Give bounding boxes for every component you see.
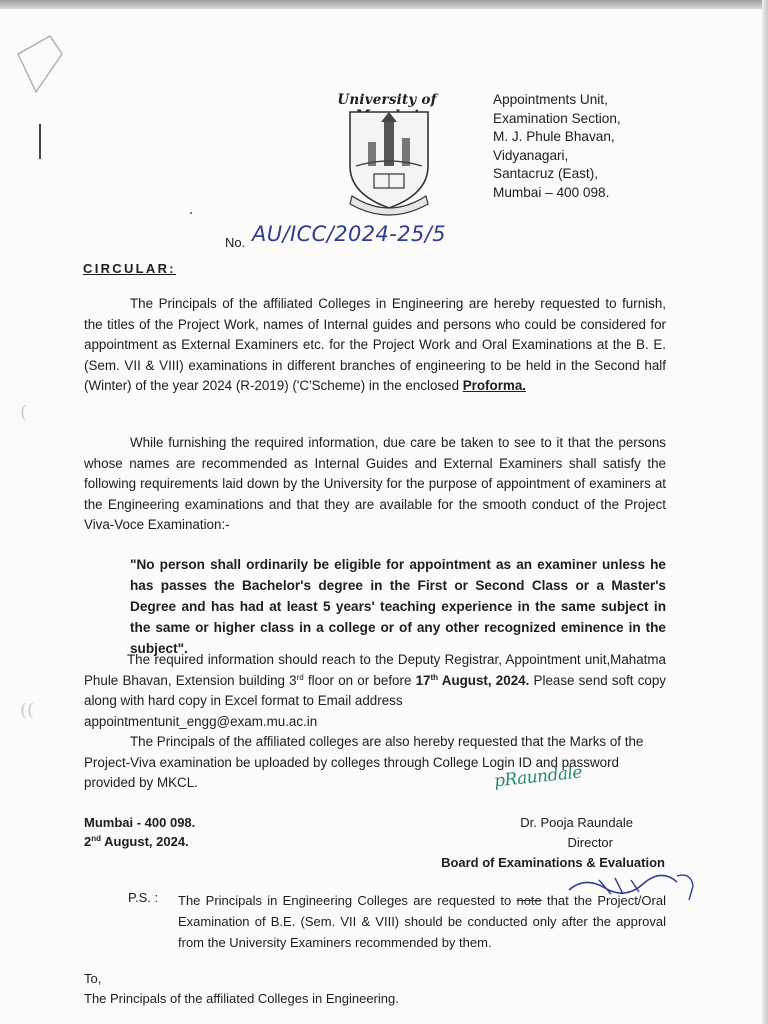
punch-hole-mark: (( (20, 700, 35, 721)
paragraph-1 (84, 294, 666, 397)
university-crest-icon (340, 108, 438, 216)
eligibility-quote: "No person shall ordinarily be eligible for appointment as an examiner unless he has passes the Bachelor's degree in the First or Second Class or a Master's Degree and has had at least 5 years' teaching experience in the same subject in the same or higher class in a college or of any other recognized eminence in the subject". (130, 557, 666, 656)
signatory-body: Board of Examinations & Evaluation (441, 855, 665, 870)
address-line: Examination Section, (493, 110, 621, 126)
punch-hole-mark: ( (20, 402, 28, 423)
address-line: Appointments Unit, (493, 92, 608, 107)
handwritten-signature: pRaundale (493, 762, 583, 792)
paragraph-2 (84, 433, 666, 536)
paragraph-2-text: While furnishing the required information, due care be taken to see to it that the persons whose names are recommended as Internal Guides and External Examiners shall satisfy the following requirements laid down by the University for the purpose of appointment of examiners at the Engineering examinations and that they are available for the smooth conduct of the Project Viva-Voce Examination:- (84, 435, 666, 533)
handwritten-correction-mark (565, 868, 700, 906)
university-name: University of (337, 92, 437, 108)
reference-number-handwritten: AU/ICC/2024-25/5 (252, 222, 446, 246)
address-line: Mumbai – 400 098. (493, 184, 610, 200)
scan-right-edge (762, 0, 768, 1024)
paragraph-1-text: The Principals of the affiliated Colleges in Engineering are hereby requested to furnish, the titles of the Project Work, names of Internal guides and persons who could be considered for appointment as External Examiners etc. for the Project Work and Oral Examinations at the B. E. (Sem. VII & VIII) examinations in different branches of engineering to be held in the Second half (Winter) of the year 2024 (R-2019) ('C'Scheme) in the enclosed (84, 296, 666, 394)
superscript: rd (296, 672, 304, 682)
addressee-block (84, 969, 399, 1009)
paragraph-3-text: Please send soft copy along with hard copy in Excel format to Email address (84, 672, 666, 709)
email-address[interactable]: appointmentunit_engg@exam.mu.ac.in (84, 713, 318, 729)
reference-label: No. (225, 235, 246, 250)
address-line: Santacruz (East), (493, 166, 599, 182)
address-line: M. J. Phule Bhavan, (493, 129, 615, 145)
place-date-block (84, 813, 195, 851)
folded-corner-mark (0, 14, 70, 164)
signatory-block (425, 813, 665, 873)
scan-top-edge (0, 0, 768, 9)
struck-word: note (516, 893, 542, 908)
deadline-date: August, 2024. (438, 672, 530, 688)
signatory-designation: Director (567, 835, 613, 850)
deadline-day: 17 (415, 672, 431, 688)
to-label: To, (84, 971, 102, 986)
ink-dot (190, 212, 192, 214)
place: Mumbai - 400 098. (84, 815, 196, 830)
university-address (493, 91, 621, 203)
paragraph-3-text: The required information should reach to the Deputy Registrar, Appointment unit,Mahatma Phule Bhavan, Extension building 3 (84, 652, 666, 688)
ps-label: P.S. : (128, 890, 159, 905)
address-line: Vidyanagari, (493, 147, 569, 163)
signatory-name: Dr. Pooja Raundale (520, 815, 633, 830)
ps-text-part: that the Project/Oral Examination of B.E. (Sem. VII & VIII) should be conducted only after the approval from the University Examiners recommended by them. (178, 893, 666, 950)
issue-date: 2nd August, 2024. (84, 834, 189, 849)
circular-heading: CIRCULAR: (83, 261, 176, 276)
ps-text-part: The Principals in Engineering Colleges are requested to (178, 893, 517, 908)
superscript: th (430, 672, 439, 682)
proforma-link[interactable]: Proforma. (462, 378, 526, 394)
paragraph-3 (84, 650, 666, 732)
addressee: The Principals of the affiliated Colleges in Engineering. (84, 991, 399, 1006)
paragraph-4-text: The Principals of the affiliated colleges are also hereby requested that the Marks of the Project-Viva examination be uploaded by colleges through College Login ID and password provided by MKCL. (84, 734, 644, 791)
paragraph-3-text: floor on or before (303, 672, 416, 688)
